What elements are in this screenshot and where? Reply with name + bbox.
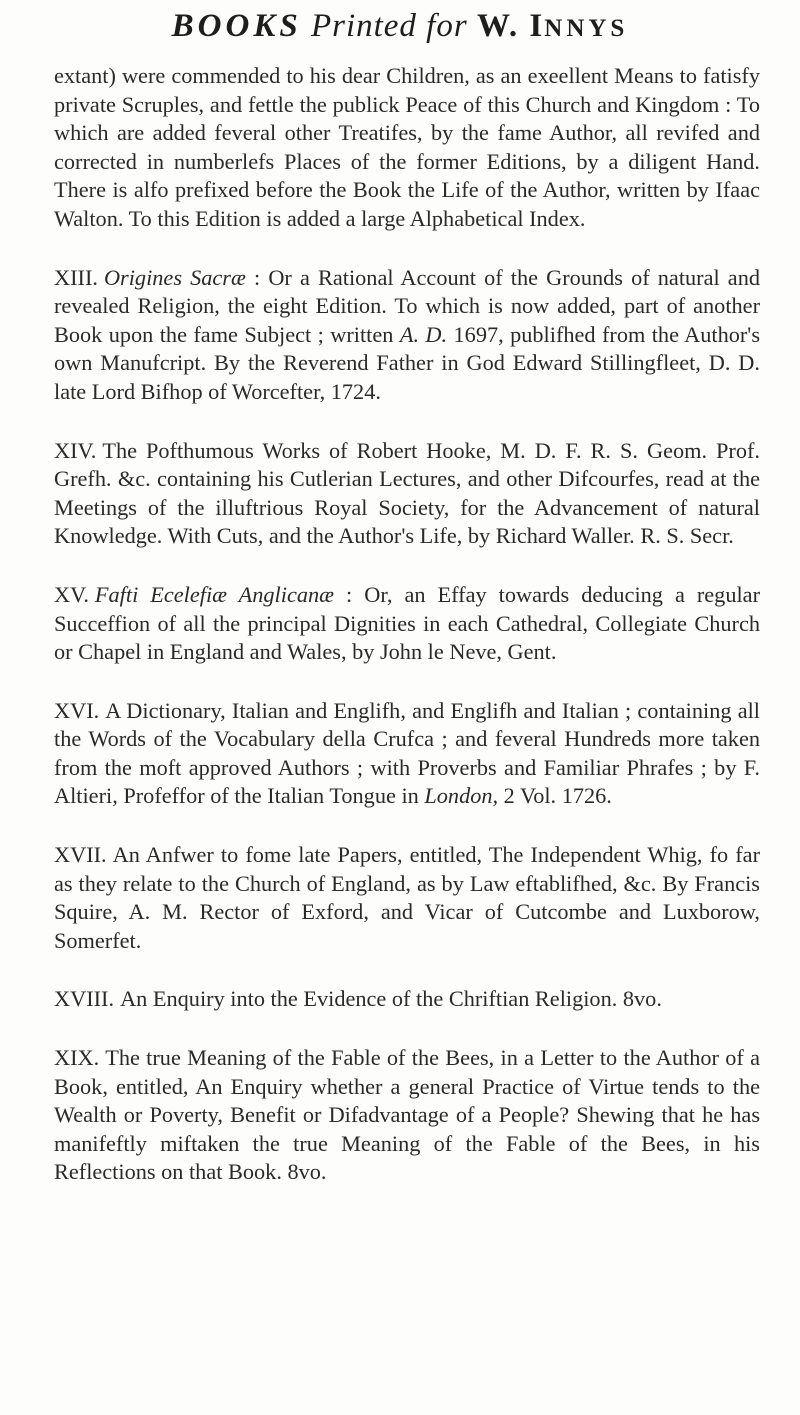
continuation-paragraph: extant) were commended to his dear Children, as an exeellent Means to fatisfy private Scruples, and fettle the publick Peace of this Church and Kingdom : To which are added feveral other Treatifes, by the fame Author, all revifed and corrected in numberlefs Places of the former Editions, by a diligent Hand. There is alfo prefixed before the Book the Life of the Author, written by Ifaac Walton. To this Edition is added a large Alphabetical Index. bbox=[54, 63, 760, 231]
entry-number: XVII. bbox=[54, 842, 107, 868]
entry-xiii bbox=[54, 264, 760, 407]
entry-number: XV. bbox=[54, 581, 89, 607]
entry-text: The true Meaning of the Fable of the Bees, in a Letter to the Author of a Book, entitled, An Enquiry whether a general Practice of Virtue tends to the Wealth or Poverty, Benefit or Difadvantage of a People? Shewing that he has manifeftly miftaken the true Meaning of the Fable of the Bees, in his Reflections on that Book. 8vo. bbox=[54, 1045, 760, 1185]
catalogue-text bbox=[54, 62, 760, 1187]
entry-text-continued: 2 Vol. 1726. bbox=[503, 783, 612, 809]
entry-xv bbox=[54, 581, 760, 667]
running-head-printed-for: Printed for bbox=[310, 8, 468, 44]
entry-xvii bbox=[54, 841, 760, 955]
running-head-books: BOOKS bbox=[171, 8, 302, 44]
entry-xix bbox=[54, 1044, 760, 1187]
entry-date-marker: A. D. bbox=[399, 321, 448, 347]
entry-xvi bbox=[54, 697, 760, 811]
entry-xviii bbox=[54, 985, 760, 1014]
running-head bbox=[0, 8, 800, 45]
entry-text: An Anfwer to fome late Papers, entitled, The Independent Whig, fo far as they relate to the Church of England, as by Law eftablifhed, &c. By Francis Squire, A. M. Rector of Exford, and Vicar of Cutcombe and Luxborow, Somerfet. bbox=[54, 842, 760, 953]
entry-text: : Or a Rational Account of the Grounds of natural and revealed Religion, the eight Edition. To which is now added, part of another Book upon the fame Subject ; written bbox=[54, 264, 761, 347]
entry-title: Origines Sacræ bbox=[103, 264, 246, 290]
entry-text-continued: 1697, publifhed from the Author's own Manufcript. By the Reverend Father in God Edward Stillingfleet, D. D. late Lord Bifhop of Worcefter, 1724. bbox=[54, 321, 761, 404]
entry-text: A Dictionary, Italian and Englifh, and Englifh and Italian ; containing all the Words of the Vocabulary della Crufca ; and feveral Hundreds more taken from the moft approved Authors ; with Proverbs and Familiar Phrafes ; by F. Altieri, Profeffor of the Italian Tongue in bbox=[54, 697, 760, 809]
running-head-publisher-rest: NNYS bbox=[544, 15, 629, 42]
running-head-publisher-initial: W. I bbox=[476, 8, 545, 44]
entry-number: XIV. bbox=[54, 437, 97, 463]
entry-title: Fafti Ecelefiæ Anglicanæ bbox=[94, 581, 335, 607]
entry-text: : Or, an Effay towards deducing a regular Succeffion of all the principal Dignities in each Cathedral, Collegiate Church or Chapel in England and Wales, by John le Neve, Gent. bbox=[54, 581, 760, 665]
entry-text: An Enquiry into the Evidence of the Chriftian Religion. 8vo. bbox=[120, 986, 662, 1012]
entry-number: XIX. bbox=[54, 1045, 100, 1071]
entry-number: XIII. bbox=[54, 264, 98, 290]
entry-text: The Pofthumous Works of Robert Hooke, M. D. F. R. S. Geom. Prof. Grefh. &c. containing his Cutlerian Lectures, and other Difcourfes, read at the Meetings of the illuftrious Royal Society, for the Advancement of natural Knowledge. With Cuts, and the Author's Life, by Richard Waller. R. S. Secr. bbox=[54, 437, 760, 549]
entry-number: XVIII. bbox=[54, 986, 115, 1012]
entry-place: London, bbox=[424, 783, 499, 809]
entry-number: XVI. bbox=[54, 697, 100, 723]
entry-xiv bbox=[54, 437, 760, 551]
